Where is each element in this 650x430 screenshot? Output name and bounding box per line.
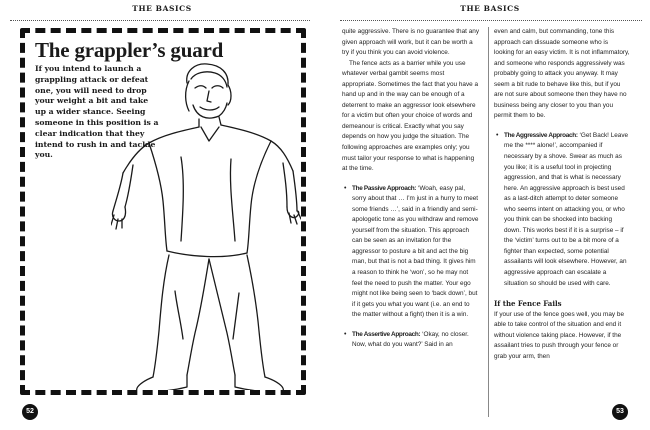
bullet-text: ‘Okay, no closer. Now, what do you want?’ Said in an [352, 330, 469, 349]
bullet-text: ‘Woah, easy pal, sorry about that … I’m just in a hurry to meet some friends …’, said in a friendly and semi-apologetic tone as you withdraw and remove yourself from the situation. This approach can be seen as an invitation for the aggressor to posture a bit and act the big man, but that is not a bad thing. It gives him a reason to think he ‘won’, so he may not feel the need to push the matter. Your ego might not like being seen to ‘back down’, but if it gets you what you want (i.e. an end to the matter without a fight) then it is a win. [352, 184, 479, 319]
section-heading: If the Fence Fails [494, 299, 562, 309]
sidebar-intro: If you intend to launch a grappling attack or defeat one, you will need to drop your weight a bit and take up a wider stance. Seeing someone in this position is a clear indication that they intend to rush in and tackle you. [35, 64, 159, 160]
bullet-passive-approach [342, 184, 480, 321]
bullet-label: The Passive Approach: [352, 184, 417, 192]
bullet-icon: • [496, 131, 499, 139]
column-divider [488, 27, 489, 417]
paragraph: even and calm, but commanding, tone this approach can dissuade someone who is looking for an easy victim. It is not inflammatory, and someone who responds aggressively was probably going to attack you anyway. It may seem a bit rude to behave like this, but if you are not sure about someone then they have no business being any closer to you than you permit them to be. [494, 28, 630, 120]
text-column-2 [494, 27, 630, 422]
paragraph: The fence acts as a barrier while you use whatever verbal gambit seems most appropriate. Sometimes the fact that you have a hand up and in the way can be enough of a deterrent to make an aggressor look elsewhere for a victim but often your choice of words and demeanour is critical. Exactly what you say depends on how you judge the situation. The following approaches are examples only; you must tailor your response to what is happening at the time. [342, 59, 479, 173]
bullet-label: The Aggressive Approach: [504, 131, 578, 139]
bullet-text: ‘Get Back! Leave me the **** alone!’, accompanied if necessary by a shove. Swear as much as you like; it is a useful tool in projecting aggression, and that is what is necessary here. An aggressive approach is best used as a last-ditch attempt to deter someone who seems intent on attacking you, or who you think can be shocked into backing down. This works best if it is a surprise – if the ‘victim’ turns out to be a bit more of a fighter than expected, some potential assailants will look elsewhere. However, an aggressive approach can escalate a situation so should be used with care. [504, 131, 629, 287]
sidebar-title: The grappler’s guard [35, 38, 224, 62]
running-head-right: THE BASICS [460, 4, 520, 13]
header-rule-right [340, 20, 642, 21]
paragraph: If your use of the fence goes well, you may be able to take control of the situation and end it without violence taking place. However, if the assailant tries to push through your fence or grab your arm, then [494, 310, 625, 360]
bullet-assertive-approach [342, 330, 480, 351]
bullet-label: The Assertive Approach: [352, 330, 421, 338]
sidebar-box [20, 28, 306, 395]
page-number-left: 52 [22, 404, 38, 420]
paragraph: quite aggressive. There is no guarantee that any given approach will work, but it can be worth a try if you think you can avoid violence. [342, 28, 480, 57]
page-number-right: 53 [612, 404, 628, 420]
running-head-left: THE BASICS [132, 4, 192, 13]
bullet-aggressive-approach [494, 131, 630, 289]
grappler-illustration [111, 61, 301, 393]
header-rule-left [10, 20, 310, 21]
bullet-icon: • [344, 184, 347, 192]
text-column-1 [342, 27, 480, 422]
bullet-icon: • [344, 330, 347, 338]
